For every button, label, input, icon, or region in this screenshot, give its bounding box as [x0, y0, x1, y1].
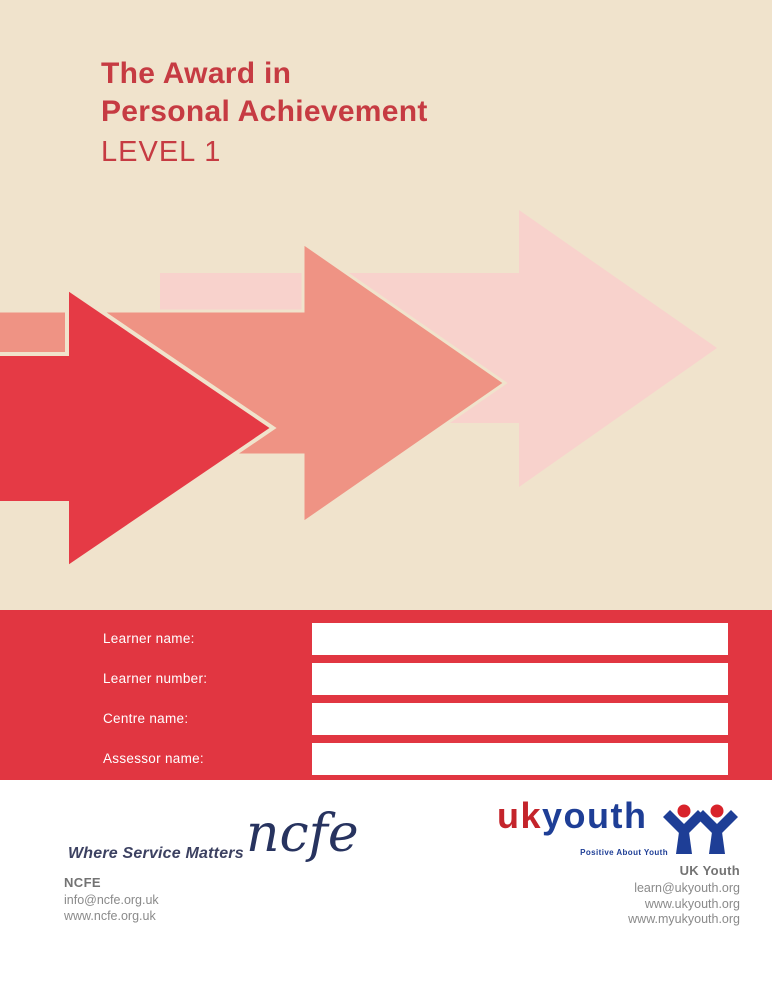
ukyouth-email: learn@ukyouth.org — [634, 881, 740, 895]
ukyouth-name: UK Youth — [679, 863, 740, 878]
learner-number-row — [0, 663, 772, 695]
assessor-name-label: Assessor name: — [103, 751, 204, 766]
centre-name-row — [0, 703, 772, 735]
learner-name-label: Learner name: — [103, 631, 195, 646]
ukyouth-logo-youth: youth — [542, 795, 648, 836]
assessor-name-field[interactable] — [312, 743, 728, 775]
page-title — [101, 55, 428, 170]
ncfe-website: www.ncfe.org.uk — [64, 908, 156, 923]
title-line-2: Personal Achievement — [101, 95, 428, 128]
learner-details-band — [0, 610, 772, 780]
ukyouth-figures-icon — [656, 800, 752, 860]
learner-name-field[interactable] — [312, 623, 728, 655]
ukyouth-website-1: www.ukyouth.org — [644, 896, 740, 911]
ncfe-logo: ncfe — [246, 804, 359, 864]
ukyouth-logo-uk: uk — [497, 795, 543, 836]
ncfe-name: NCFE — [64, 875, 101, 890]
footer — [0, 780, 772, 1000]
centre-name-field[interactable] — [312, 703, 728, 735]
ukyouth-website-2: www.myukyouth.org — [628, 912, 740, 926]
ncfe-email: info@ncfe.org.uk — [64, 893, 159, 907]
ukyouth-contact — [628, 863, 740, 928]
learner-name-row — [0, 623, 772, 655]
title-line-1: The Award in — [101, 57, 292, 90]
ncfe-contact — [64, 893, 159, 924]
ukyouth-logo — [497, 795, 648, 836]
centre-name-label: Centre name: — [103, 711, 189, 726]
ukyouth-slogan: Positive About Youth — [580, 848, 668, 857]
ncfe-tagline: Where Service Matters — [68, 845, 244, 862]
title-level: LEVEL 1 — [101, 136, 222, 168]
learner-number-field[interactable] — [312, 663, 728, 695]
assessor-name-row — [0, 743, 772, 775]
learner-number-label: Learner number: — [103, 671, 208, 686]
